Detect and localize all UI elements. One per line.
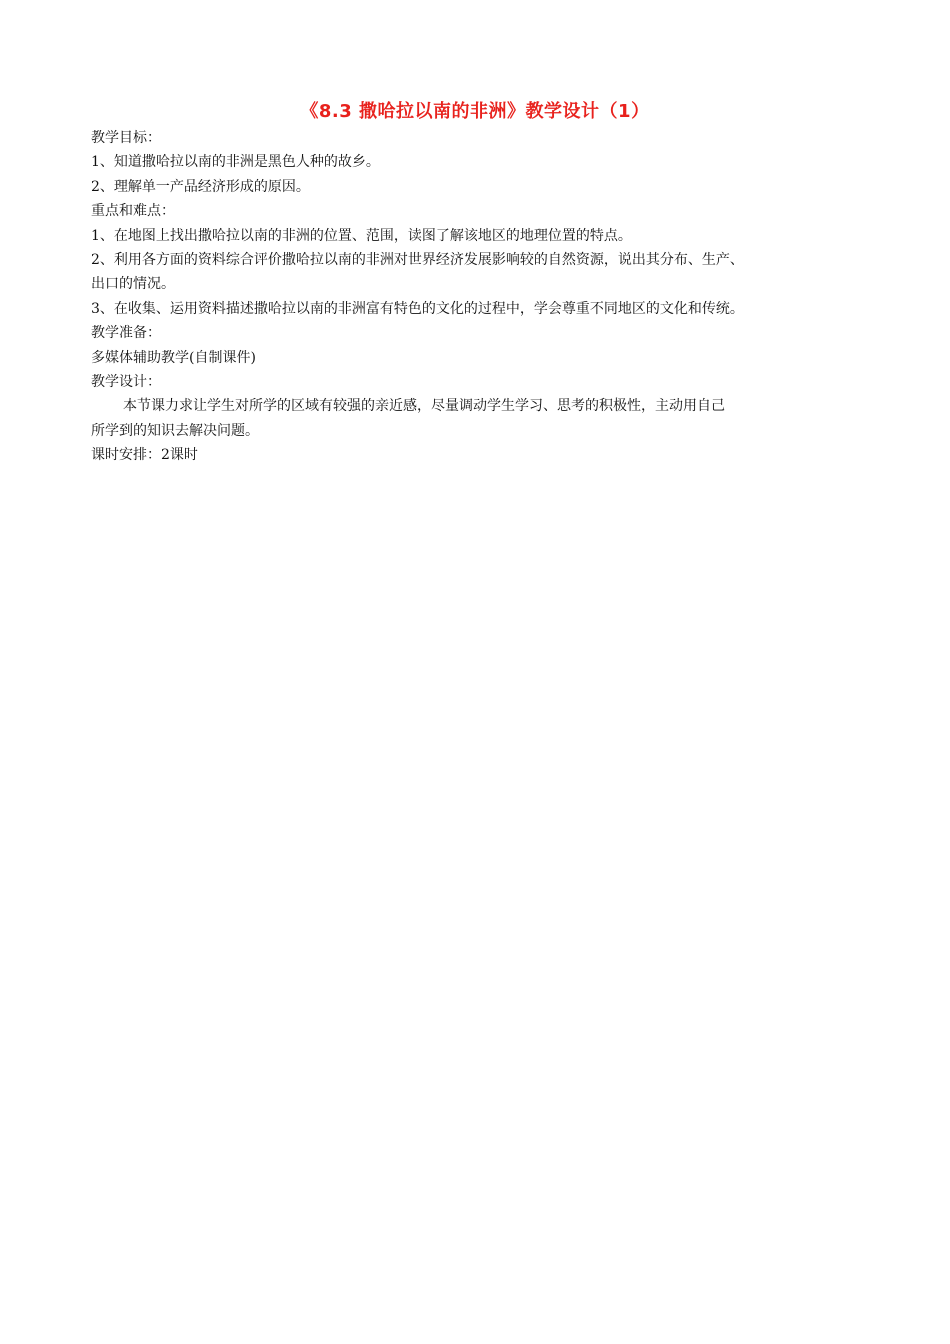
focus-heading: 重点和难点：: [91, 203, 175, 220]
focus-item-3: 3、在收集、运用资料描述撒哈拉以南的非洲富有特色的文化的过程中，学会尊重不同地区的文化和传统。: [91, 300, 744, 317]
goals-heading: 教学目标：: [91, 130, 161, 146]
schedule-text: 课时安排：2课时: [91, 447, 198, 464]
focus-item-2-line-2: 出口的情况。: [91, 276, 175, 293]
focus-item-2-line-1: 2、利用各方面的资料综合评价撒哈拉以南的非洲对世界经济发展影响较的自然资源，说出其分布、生产、: [91, 252, 744, 269]
design-heading: 教学设计：: [91, 374, 161, 391]
focus-item-1: 1、在地图上找出撒哈拉以南的非洲的位置、范围，读图了解该地区的地理位置的特点。: [91, 227, 632, 244]
goal-item-2: 2、理解单一产品经济形成的原因。: [91, 178, 310, 195]
document-title: 《8.3 撒哈拉以南的非洲》教学设计（1）: [300, 101, 650, 122]
design-paragraph-line-1: 本节课力求让学生对所学的区域有较强的亲近感，尽量调动学生学习、思考的积极性，主动用自己: [123, 398, 725, 415]
prep-text: 多媒体辅助教学(自制课件): [91, 349, 256, 366]
design-paragraph-line-2: 所学到的知识去解决问题。: [91, 422, 259, 439]
document-body: [91, 126, 881, 468]
goal-item-1: 1、知道撒哈拉以南的非洲是黑色人种的故乡。: [91, 154, 380, 171]
prep-heading: 教学准备：: [91, 325, 161, 342]
